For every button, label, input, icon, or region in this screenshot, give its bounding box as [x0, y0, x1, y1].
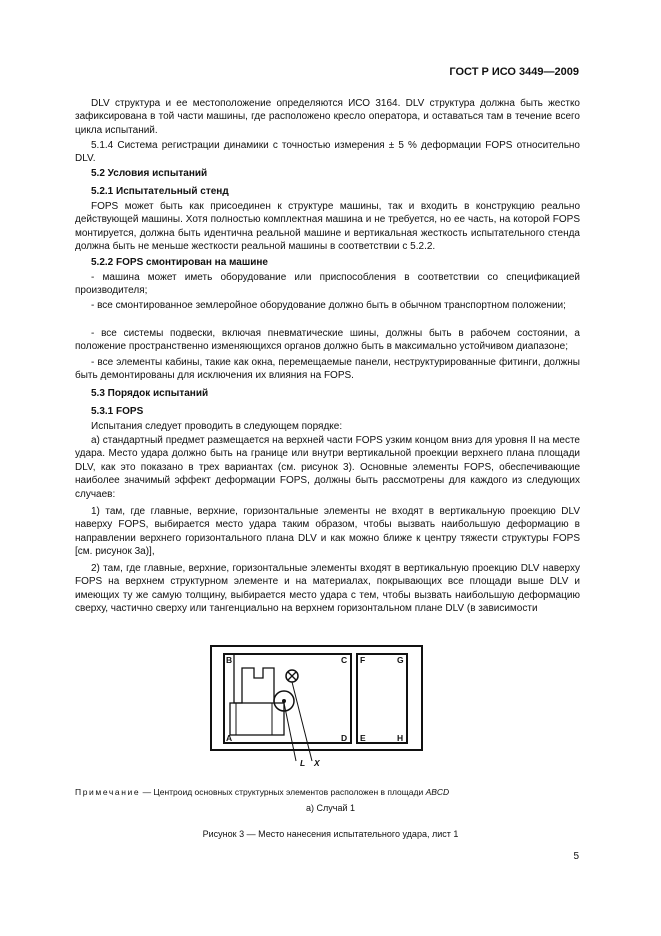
paragraph-case-1: 1) там, где главные, верхние, горизонтальные элементы не входят в вертикальную проекцию DLV наверху FOPS, выбирается место удара таким образом, чтобы вызвать наибольшую деформацию в направлении верхнего горизонтального плана DLV и как можно ближе к центру тяжести структуры FOPS [см. рисунок 3а)], [75, 506, 580, 558]
label-d: D [341, 733, 348, 743]
heading-5-3-1: 5.3.1 FOPS [91, 406, 144, 417]
fops-top-view-diagram [210, 645, 425, 770]
leader-line-l [284, 703, 296, 761]
label-e: E [360, 733, 366, 743]
heading-5-2-1: 5.2.1 Испытательный стенд [91, 186, 229, 197]
area-efgh [357, 654, 407, 743]
list-item: - все смонтированное землеройное оборудование должно быть в обычном транспортном положении; [91, 300, 566, 311]
label-a: A [226, 733, 233, 743]
figure-subcaption: а) Случай 1 [306, 803, 355, 813]
paragraph-case-2: 2) там, где главные, верхние, горизонтальные элементы входят в вертикальную проекцию DLV наверху FOPS на верхнем структурном элементе и на материалах, покрывающих все площади выше DLV и имеющих ту же самую толщину, выбирается место удара с тем, чтобы вызвать наибольшую деформацию сверху, частично сверху или тангенциально на верхнем горизонтальном плане DLV (в зависимости [75, 563, 580, 615]
paragraph-item-a: а) стандартный предмет размещается на верхней части FOPS узким концом вниз для уровня II на месте удара. Место удара должно быть на границе или внутри вертикальной проекции верхнего плана площади DLV, как это показано в трех вариантах (см. рисунок 3). Основные элементы FOPS, обеспечивающие наиболее значимый эффект деформации FOPS, должны быть рассмотрены для каждого из следующих случаев: [75, 435, 580, 500]
figure-3a [210, 645, 425, 773]
label-l: L [300, 758, 306, 768]
note-area-label: ABCD [425, 786, 450, 797]
list-item: - машина может иметь оборудование или приспособления в соответствии со спецификацией производителя; [75, 272, 580, 297]
paragraph-dlv: DLV структура и ее местоположение определяются ИСО 3164. DLV структура должна быть жестко зафиксирована в той части машины, где расположено кресло оператора, и оставаться там в течение всего цикла испытаний. [75, 98, 580, 136]
figure-caption: Рисунок 3 — Место нанесения испытательного удара, лист 1 [202, 829, 459, 839]
area-abcd [224, 654, 351, 743]
label-g: G [397, 655, 404, 665]
label-c: C [341, 655, 348, 665]
heading-5-2: 5.2 Условия испытаний [91, 168, 208, 179]
paragraph-5-1-4: 5.1.4 Система регистрации динамики с точностью измерения ± 5 % деформации FOPS относительно DLV. [75, 140, 580, 165]
heading-5-2-2: 5.2.2 FOPS смонтирован на машине [91, 257, 268, 268]
list-item: - все элементы кабины, такие как окна, перемещаемые панели, неструктурированные фитинги, должны быть демонтированы для исключения их влияния на FOPS. [75, 357, 580, 382]
note-text: — Центроид основных структурных элементов расположен в площади [140, 786, 426, 797]
paragraph-order: Испытания следует проводить в следующем порядке: [91, 421, 343, 432]
note-prefix: Примечание [75, 786, 141, 797]
figure-note [75, 787, 449, 797]
paragraph-test-stand: FOPS может быть как присоединен к структуре машины, так и входить в конструкцию реально действующей машины. Хотя полностью комплектная машина и не требуется, но ее часть, на которой FOPS монтируется, должна быть идентична реальной машине и вертикальная жесткость испытательного стенда должна быть не меньше жесткости реальной машины в соответствии с 5.2.2. [75, 201, 580, 253]
label-x: X [314, 758, 320, 768]
list-item: - все системы подвески, включая пневматические шины, должны быть в рабочем состоянии, а положение пространственно изменяющихся органов должно быть в максимально устойчивом диапазоне; [75, 328, 580, 353]
label-h: H [397, 733, 404, 743]
page-number: 5 [573, 851, 579, 862]
label-f: F [360, 655, 366, 665]
seat-outline [234, 654, 274, 703]
document-code: ГОСТ Р ИСО 3449—2009 [449, 66, 579, 78]
centroid-point [282, 699, 286, 703]
label-b: B [226, 655, 233, 665]
heading-5-3: 5.3 Порядок испытаний [91, 388, 209, 399]
